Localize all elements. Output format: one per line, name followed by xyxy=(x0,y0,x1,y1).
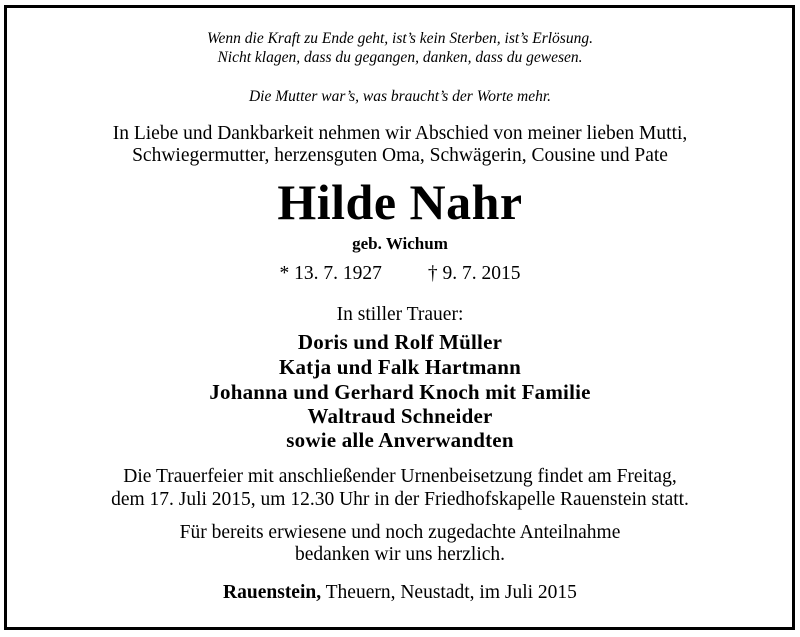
intro-line-2: Schwiegermutter, herzensguten Oma, Schwägerin, Cousine und Pate xyxy=(132,145,668,166)
signature-rest: Theuern, Neustadt, im Juli 2015 xyxy=(321,582,577,603)
motto-line-2: Nicht klagen, dass du gegangen, danken, dass du gewesen. xyxy=(217,49,583,66)
thanks-line-2: bedanken wir uns herzlich. xyxy=(294,544,506,565)
motto-line-1: Wenn die Kraft zu Ende geht, ist’s kein Sterben, ist’s Erlösung. xyxy=(207,30,593,47)
mourner-name: sowie alle Anverwandten xyxy=(286,428,514,452)
deceased-name: Hilde Nahr xyxy=(277,174,523,230)
maiden-name: geb. Wichum xyxy=(352,234,448,253)
mourner-name: Katja und Falk Hartmann xyxy=(278,355,522,379)
mourner-name: Johanna und Gerhard Knoch mit Familie xyxy=(209,380,591,404)
signature-place: Rauenstein, xyxy=(223,582,322,603)
signature-line xyxy=(0,583,800,603)
life-dates xyxy=(0,264,800,284)
funeral-line-2: dem 17. Juli 2015, um 12.30 Uhr in der Friedhofskapelle Rauenstein statt. xyxy=(111,489,689,510)
motto-line-3: Die Mutter war’s, was braucht’s der Worte mehr. xyxy=(248,88,552,105)
intro-line-1: In Liebe und Dankbarkeit nehmen wir Abschied von meiner lieben Mutti, xyxy=(112,123,688,144)
thanks-line-1: Für bereits erwiesene und noch zugedachte Anteilnahme xyxy=(179,522,621,543)
mourners-heading: In stiller Trauer: xyxy=(336,304,464,325)
death-date: † 9. 7. 2015 xyxy=(427,263,521,284)
mourner-name: Doris und Rolf Müller xyxy=(297,330,503,354)
funeral-line-1: Die Trauerfeier mit anschließender Urnenbeisetzung findet am Freitag, xyxy=(123,466,677,487)
birth-date: * 13. 7. 1927 xyxy=(279,263,382,284)
mourner-name: Waltraud Schneider xyxy=(307,404,493,428)
